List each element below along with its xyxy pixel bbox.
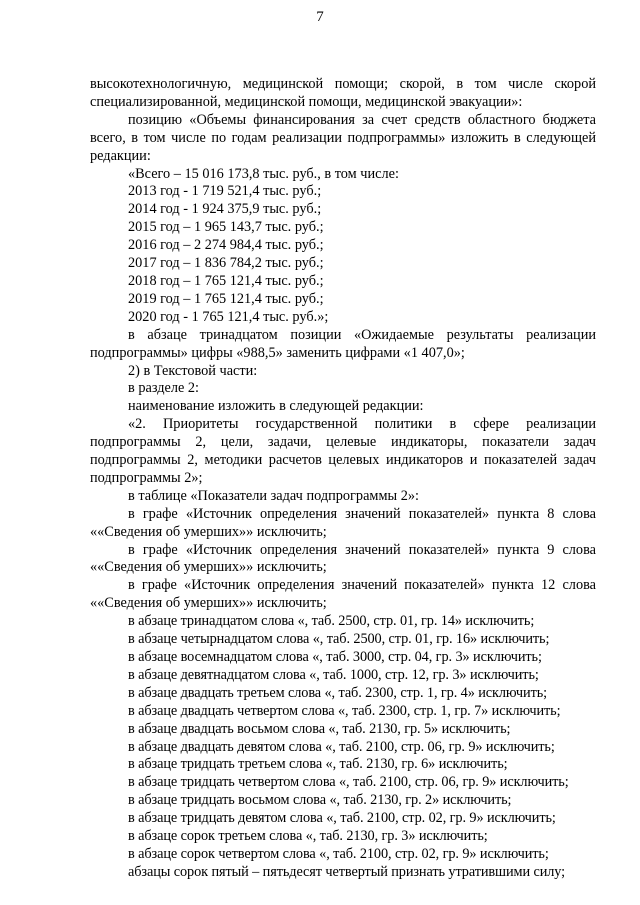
paragraph: в абзаце сорок третьем слова «, таб. 2130, гр. 3» исключить; (128, 828, 488, 845)
paragraph: «2. Приоритеты государственной политики в сфере реализации подпрограммы 2, цели, задачи, целевые индикаторы, показатели задач подпрограммы 2, методики расчетов целевых индикаторов и показателей задач подпрограммы 2»; (90, 416, 596, 486)
funding-year-line: 2013 год - 1 719 521,4 тыс. руб.; (128, 183, 322, 200)
paragraph: в абзаце сорок четвертом слова «, таб. 2100, стр. 02, гр. 9» исключить; (128, 845, 549, 862)
funding-year-line: 2020 год - 1 765 121,4 тыс. руб.»; (128, 308, 329, 325)
paragraph: в абзаце тридцать третьем слова «, таб. 2130, гр. 6» исключить; (128, 756, 508, 773)
paragraph: в абзаце тринадцатом слова «, таб. 2500, стр. 01, гр. 14» исключить; (128, 613, 535, 630)
document-body (90, 76, 596, 882)
paragraph: в абзаце двадцать третьем слова «, таб. 2300, стр. 1, гр. 4» исключить; (128, 684, 548, 701)
paragraph: в абзаце двадцать восьмом слова «, таб. 2130, гр. 5» исключить; (128, 720, 511, 737)
funding-year-line: 2018 год – 1 765 121,4 тыс. руб.; (128, 272, 324, 289)
paragraph: в графе «Источник определения значений показателей» пункта 12 слова ««Сведения об умерших»» исключить; (90, 577, 596, 612)
page-number: 7 (316, 9, 324, 25)
paragraph: в графе «Источник определения значений показателей» пункта 8 слова ««Сведения об умерших»» исключить; (90, 505, 596, 540)
funding-year-line: 2019 год – 1 765 121,4 тыс. руб.; (128, 290, 324, 307)
paragraph: в абзаце тридцать восьмом слова «, таб. 2130, гр. 2» исключить; (128, 792, 512, 809)
paragraph: в разделе 2: (128, 380, 200, 397)
paragraph: позицию «Объемы финансирования за счет средств областного бюджета всего, в том числе по годам реализации подпрограммы» изложить в следующей редакции: (90, 111, 596, 164)
funding-year-line: 2015 год – 1 965 143,7 тыс. руб.; (128, 219, 324, 236)
funding-year-line: 2016 год – 2 274 984,4 тыс. руб.; (128, 237, 324, 254)
paragraph: в абзаце восемнадцатом слова «, таб. 3000, стр. 04, гр. 3» исключить; (128, 649, 542, 665)
paragraph: в абзаце тридцать четвертом слова «, таб. 2100, стр. 06, гр. 9» исключить; (128, 774, 569, 791)
paragraph: наименование изложить в следующей редакции: (128, 398, 424, 415)
paragraph: в абзаце девятнадцатом слова «, таб. 1000, стр. 12, гр. 3» исключить; (128, 666, 539, 683)
paragraph: 2) в Текстовой части: (128, 362, 258, 379)
paragraph: в абзаце четырнадцатом слова «, таб. 2500, стр. 01, гр. 16» исключить; (128, 631, 550, 648)
paragraph: абзацы сорок пятый – пятьдесят четвертый признать утратившими силу; (128, 863, 566, 880)
paragraph: в абзаце тринадцатом позиции «Ожидаемые результаты реализации подпрограммы» цифры «988,5» заменить цифрами «1 407,0»; (90, 326, 596, 361)
paragraph: в абзаце тридцать девятом слова «, таб. 2100, стр. 02, гр. 9» исключить; (128, 810, 556, 827)
paragraph: высокотехнологичную, медицинской помощи; скорой, в том числе скорой специализированной, медицинской помощи, медицинской эвакуации»: (90, 76, 596, 110)
paragraph: в абзаце двадцать четвертом слова «, таб. 2300, стр. 1, гр. 7» исключить; (128, 702, 561, 719)
funding-year-line: 2014 год - 1 924 375,9 тыс. руб.; (128, 201, 322, 218)
funding-total-line: «Всего – 15 016 173,8 тыс. руб., в том числе: (128, 165, 399, 182)
paragraph: в графе «Источник определения значений показателей» пункта 9 слова ««Сведения об умерших»» исключить; (90, 541, 596, 576)
paragraph: в абзаце двадцать девятом слова «, таб. 2100, стр. 06, гр. 9» исключить; (128, 738, 555, 755)
paragraph: в таблице «Показатели задач подпрограммы 2»: (128, 487, 419, 504)
funding-year-line: 2017 год – 1 836 784,2 тыс. руб.; (128, 255, 324, 272)
